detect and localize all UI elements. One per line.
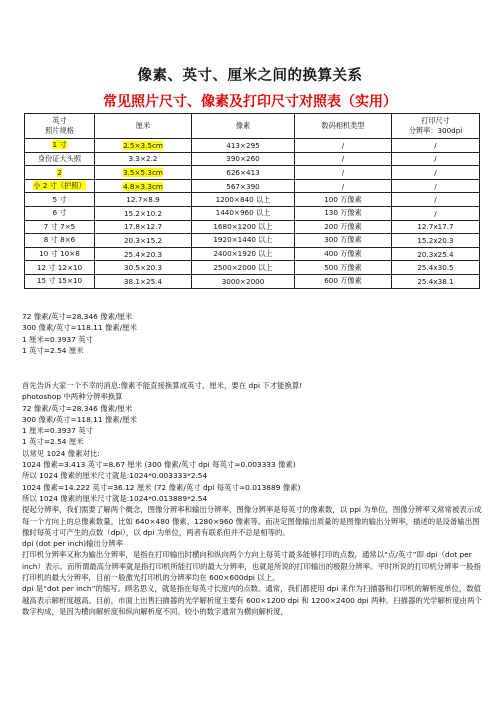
cell-camera: /	[295, 152, 392, 166]
cell-spec: 7 寸 7×5	[25, 220, 95, 234]
cell-pixels: 1440×960 以上	[192, 206, 295, 220]
table-row	[25, 247, 480, 261]
cell-print: /	[392, 193, 480, 207]
table-header-row	[25, 114, 480, 139]
highlighted-text: 2	[57, 167, 62, 177]
cell-cm	[95, 139, 192, 153]
cell-cm: 15.2×10.2	[95, 206, 192, 220]
cell-camera: /	[295, 166, 392, 180]
text-line: 以常见 1024 像素对比:	[22, 448, 100, 458]
cell-pixels: 2400×1920 以上	[192, 247, 295, 261]
cell-pixels: 390×260	[192, 152, 295, 166]
cell-print: 15.2x20.3	[392, 234, 480, 248]
cell-print: 25.4x30.5	[392, 261, 480, 275]
dpi-heading: dpi (dot per inch)输出分辨率	[22, 539, 124, 549]
cell-cm: 25.4×20.3	[95, 247, 192, 261]
photoshop-conversion-block	[22, 380, 482, 617]
cell-spec: 5 寸	[25, 193, 95, 207]
header-camera: 数码相机类型	[295, 114, 392, 139]
cell-print: /	[392, 179, 480, 193]
cell-cm: 20.3×15.2	[95, 234, 192, 248]
cell-spec	[25, 139, 95, 153]
cell-cm	[95, 179, 192, 193]
highlighted-text: 4.8×3.3cm	[123, 181, 163, 191]
cell-camera: 100 万像素	[295, 193, 392, 207]
text-line: 1024 像素=3.413 英寸=8.67 厘米 (300 像素/英寸 dpi 每英寸≈0.003333 像素)	[22, 460, 296, 470]
text-line: 所以 1024 像素的厘米尺寸就是:1024*0.013889*2.54	[22, 493, 208, 503]
text-line: 首先告诉大家一个不幸的消息:像素不能直接换算成英寸、厘米，要在 dpi 下才能换算!	[22, 381, 303, 390]
header-spec-line2: 照片规格	[45, 126, 74, 135]
cell-spec: 15 寸 15×10	[25, 274, 95, 288]
cell-print: 25.4x38.1	[392, 274, 480, 288]
header-print	[392, 114, 480, 139]
cell-pixels: 1200×840 以上	[192, 193, 295, 207]
header-spec-line1: 英寸	[52, 116, 67, 125]
dpi-definition-paragraph: dpi 是“dot per inch”的缩写。顾名思义，就是指在每英寸长度内的点数。通常，我们都使用 dpi 来作为扫描器和打印机的解析度单位，数值越高表示解析度越高。目前，市面上出售扫描器的光学解析度主要有 600×1200 dpi 和 1200×2400 dpi 两种。扫描器的光学解析度由两个数字构成，是因为横向解析度和纵向解析度不同。较小的数字通常为横向解析度，	[22, 584, 482, 616]
cell-print: 12.7x17.7	[392, 220, 480, 234]
table-row	[25, 193, 480, 207]
cell-cm: 38.1×25.4	[95, 274, 192, 288]
text-line: 72 像素/英寸=28.346 像素/厘米	[22, 312, 133, 321]
table-row	[25, 234, 480, 248]
size-conversion-table	[24, 113, 480, 289]
cell-spec: 身份证大头照	[25, 152, 95, 166]
cell-camera: /	[295, 139, 392, 153]
cell-cm: 17.8×12.7	[95, 220, 192, 234]
table-row	[25, 220, 480, 234]
cell-camera: 200 万像素	[295, 220, 392, 234]
cell-spec: 10 寸 10×8	[25, 247, 95, 261]
highlighted-text: 2.5×3.5cm	[123, 140, 163, 150]
highlighted-text: 3.5×5.3cm	[123, 167, 163, 177]
table-row	[25, 166, 480, 180]
text-line: 1 英寸=2.54 厘米	[22, 345, 84, 355]
document-subtitle: 常见照片尺寸、像素及打印尺寸对照表（实用）	[103, 94, 397, 110]
cell-spec	[25, 166, 95, 180]
cell-pixels: 413×295	[192, 139, 295, 153]
text-line: 300 像素/英寸=118.11 像素/厘米	[22, 323, 137, 333]
cell-cm: 12.7×8.9	[95, 193, 192, 207]
highlighted-text: 1 寸	[52, 140, 67, 150]
cell-cm	[95, 166, 192, 180]
text-line: 300 像素/英寸=118.11 像素/厘米	[22, 414, 137, 424]
cell-pixels: 2500×2000 以上	[192, 261, 295, 275]
cell-print: /	[392, 139, 480, 153]
cell-camera: /	[295, 179, 392, 193]
cell-camera: 600 万像素	[295, 274, 392, 288]
conversion-summary-block	[22, 311, 482, 356]
table-row	[25, 179, 480, 193]
table-row	[25, 274, 480, 288]
text-line: 1 厘米=0.3937 英寸	[22, 334, 94, 344]
cell-spec: 6 寸	[25, 206, 95, 220]
cell-pixels: 1920×1440 以上	[192, 234, 295, 248]
cell-pixels: 567×390	[192, 179, 295, 193]
cell-spec	[25, 179, 95, 193]
table-row	[25, 261, 480, 275]
table-row	[25, 139, 480, 153]
header-print-line1: 打印尺寸	[421, 116, 450, 125]
cell-print: /	[392, 206, 480, 220]
cell-camera: 400 万像素	[295, 247, 392, 261]
resolution-paragraph: 提起分辨率，我们需要了解两个概念，图像分辨率和输出分辨率，图像分辨率是每英寸的像素数，以 ppi 为单位，图像分辨率又常常被表示成每一个方向上的总像素数量，比如 640×480 像素、1280×960 像素等。而决定图像输出质量的是图像的输出分辨率，描述的是设备输出图像时每英寸可产生的点数（dpi），以 dpi 为单位，两者有联系但并不总是相等的。	[22, 505, 482, 537]
header-spec	[25, 114, 95, 139]
document-title: 像素、英寸、厘米之间的换算关系	[137, 67, 363, 84]
cell-print: 20.3x25.4	[392, 247, 480, 261]
cell-pixels: 1680×1200 以上	[192, 220, 295, 234]
text-line: 1 厘米=0.3937 英寸	[22, 426, 94, 436]
printer-resolution-paragraph: 打印机分辨率又称为输出分辨率，是指在打印输出时横向和纵向两个方向上每英寸最多能够打印的点数，通常以“点/英寸”即 dpi（dot per inch）表示。而所谓最高分辨率就是指打印机所能打印的最大分辨率，也就是所说的打印输出的极限分辨率。平时所说的打印机分辨率一般指打印机的最大分辨率，目前一般激光打印机的分辨率均在 600×600dpi 以上。	[22, 550, 481, 583]
cell-spec: 12 寸 12×10	[25, 261, 95, 275]
cell-print: /	[392, 152, 480, 166]
header-pixels: 像素	[192, 114, 295, 139]
text-line: 1 英寸=2.54 厘米	[22, 437, 84, 447]
highlighted-text: 小 2 寸（护照）	[33, 181, 86, 191]
cell-pixels: 626×413	[192, 166, 295, 180]
cell-print: /	[392, 166, 480, 180]
header-print-line2: 分辨率：300dpi	[408, 126, 463, 135]
header-cm: 厘米	[95, 114, 192, 139]
text-line: 1024 像素=14.222 英寸=36.12 厘米 (72 像素/英寸 dpi 每英寸≈0.013889 像素)	[22, 482, 301, 492]
cell-pixels: 3000×2000	[192, 274, 295, 288]
table-row	[25, 206, 480, 220]
cell-cm: 30.5×20.3	[95, 261, 192, 275]
cell-camera: 500 万像素	[295, 261, 392, 275]
text-line: 72 像素/英寸=28.346 像素/厘米	[22, 403, 133, 413]
cell-cm: 3.3×2.2	[95, 152, 192, 166]
cell-camera: 300 万像素	[295, 234, 392, 248]
cell-camera: 130 万像素	[295, 206, 392, 220]
text-line: 所以 1024 像素的厘米尺寸就是:1024*0.003333*2.54	[22, 471, 208, 481]
cell-spec: 8 寸 8×6	[25, 234, 95, 248]
table-row	[25, 152, 480, 166]
text-line: photoshop 中两种分辨率换算	[22, 392, 123, 402]
